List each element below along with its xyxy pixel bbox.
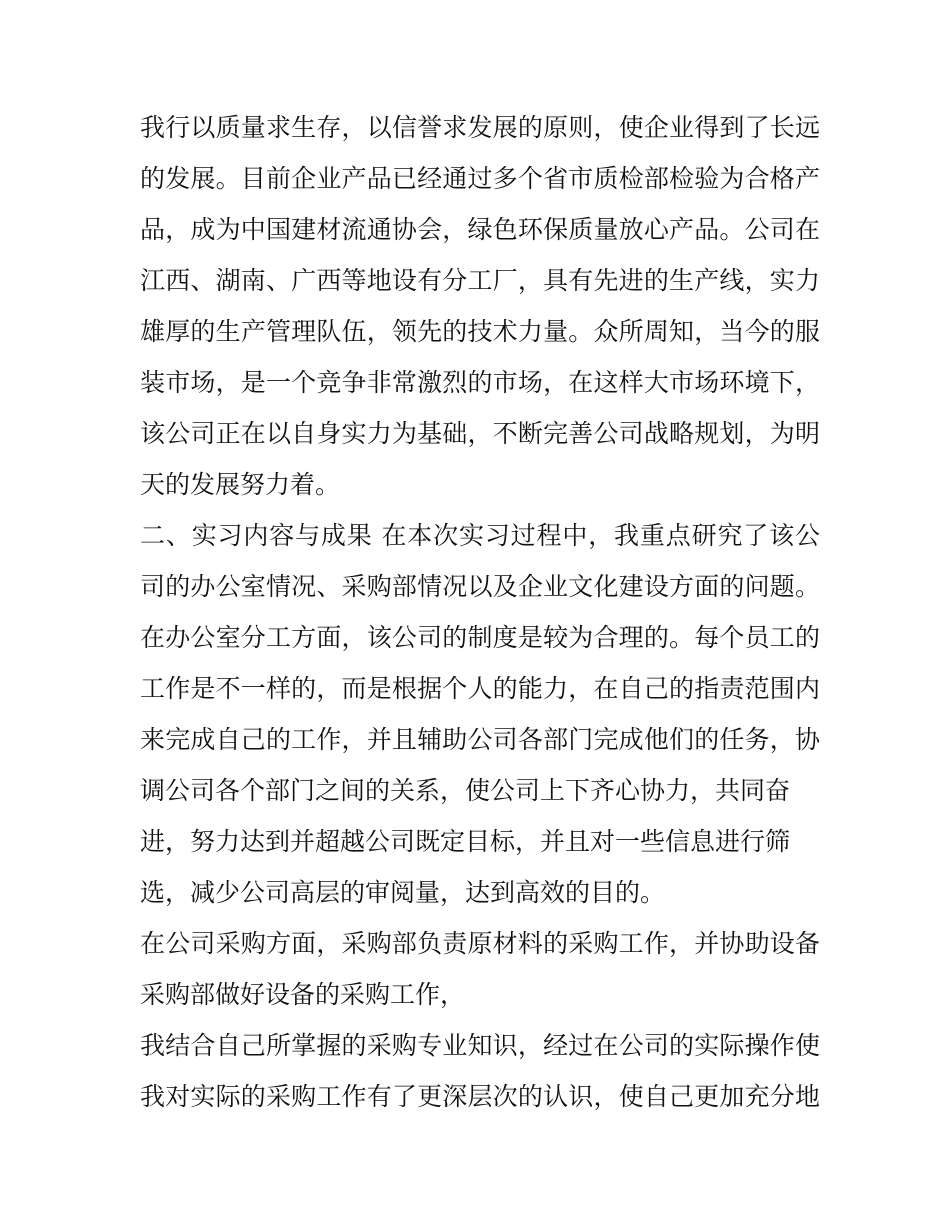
text-line-7: 该公司正在以自身实力为基础，不断完善公司战略规划，为明: [140, 419, 820, 448]
text-line-18: 采购部做好设备的采购工作，: [140, 980, 466, 1009]
text-line-1: 我行以质量求生存，以信誉求发展的原则，使企业得到了长远: [140, 113, 820, 142]
text-line-2: 的发展。目前企业产品已经通过多个省市质检部检验为合格产: [140, 164, 820, 193]
text-line-14: 调公司各个部门之间的关系，使公司上下齐心协力，共同奋: [140, 776, 791, 805]
text-line-17: 在公司采购方面，采购部负责原材料的采购工作，并协助设备: [140, 929, 820, 958]
body-text: [140, 102, 820, 1122]
text-line-20: 我对实际的采购工作有了更深层次的认识，使自己更加充分地: [140, 1082, 820, 1111]
text-line-13: 来完成自己的工作，并且辅助公司各部门完成他们的任务，协: [140, 725, 820, 754]
text-line-10: 司的办公室情况、采购部情况以及企业文化建设方面的问题。: [140, 572, 820, 601]
text-line-8: 天的发展努力着。: [140, 470, 341, 499]
text-line-4: 江西、湖南、广西等地设有分工厂，具有先进的生产线，实力: [140, 266, 820, 295]
text-line-3: 品，成为中国建材流通协会，绿色环保质量放心产品。公司在: [140, 215, 820, 244]
text-line-16: 选，减少公司高层的审阅量，达到高效的目的。: [140, 878, 666, 907]
text-line-12: 工作是不一样的，而是根据个人的能力，在自己的指责范围内: [140, 674, 820, 703]
text-line-19: 我结合自己所掌握的采购专业知识，经过在公司的实际操作使: [140, 1031, 820, 1060]
text-line-5: 雄厚的生产管理队伍，领先的技术力量。众所周知，当今的服: [140, 317, 820, 346]
text-line-9: 二、实习内容与成果 在本次实习过程中，我重点研究了该公: [140, 521, 820, 550]
text-line-6: 装市场，是一个竞争非常激烈的市场，在这样大市场环境下，: [140, 368, 820, 397]
text-line-11: 在办公室分工方面，该公司的制度是较为合理的。每个员工的: [140, 623, 820, 652]
text-line-15: 进，努力达到并超越公司既定目标，并且对一些信息进行筛: [140, 827, 791, 856]
